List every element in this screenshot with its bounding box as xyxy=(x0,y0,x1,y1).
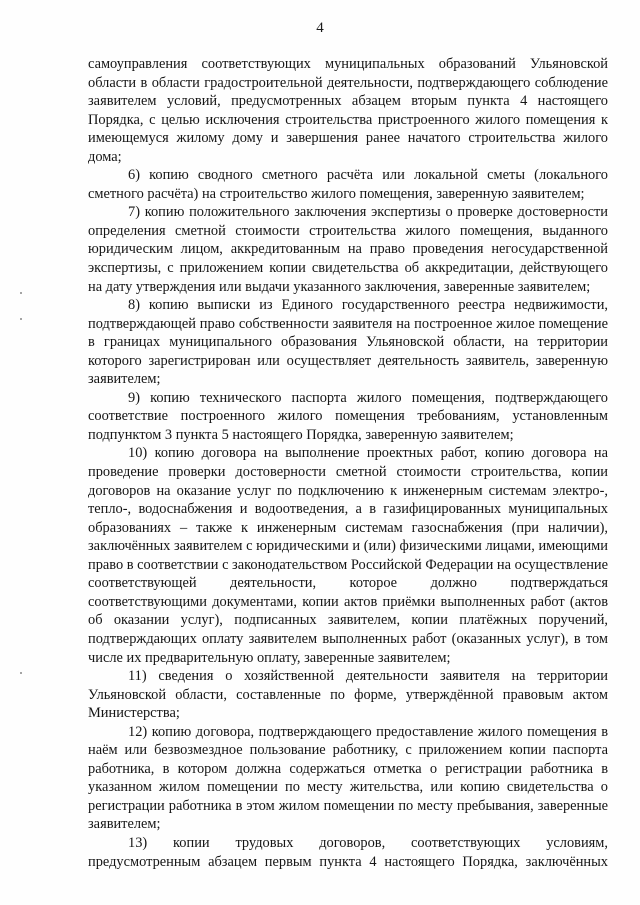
paragraph-item-7: 7) копию положительного заключения экспертизы о проверке достоверности определения сметной стоимости строительства жилого помещения, выданного юридическим лицом, аккредитованным на право проведения негосударственной экспертизы, с приложением копии свидетельства об аккредитации, действующего на дату утверждения или выдачи указанного заключения, заверенные заявителем; xyxy=(88,204,608,295)
paragraph-item-10: 10) копию договора на выполнение проектных работ, копию договора на проведение проверки достоверности сметной стоимости строительства, копии договоров на оказание услуг по подключению к инженерным системам электро-, тепло-, водоснабжения и водоотведения, а в газифицированных муниципальных образованиях – также к инженерным системам газоснабжения (при наличии), заключённых заявителем с юридическими и (или) физическими лицами, имеющими право в соответствии с законодательством Российской Федерации на осуществление соответствующей деятельности, которое должно подтверждаться соответствующими документами, копии актов приёмки выполненных работ (актов об оказании услуг), подписанных заявителем, копии платёжных поручений, подтверждающих оплату заявителем выполненных работ (оказанных услуг), в том числе их предварительную оплату, заверенные заявителем; xyxy=(88,445,609,666)
paragraph-item-11: 11) сведения о хозяйственной деятельности заявителя на территории Ульяновской области, составленные по форме, утверждённой правовым актом Министерства; xyxy=(88,668,608,722)
paragraph-item-9: 9) копию технического паспорта жилого помещения, подтверждающего соответствие построенного жилого помещения требованиям, установленным подпунктом 3 пункта 5 настоящего Порядка, заверенную заявителем; xyxy=(88,389,608,443)
paragraph-continuation: самоуправления соответствующих муниципальных образований Ульяновской области в области градостроительной деятельности, подтверждающего соблюдение заявителем условий, предусмотренных абзацем вторым пункта 4 настоящего Порядка, с целью исключения строительства пристроенного жилого помещения к имеющемуся жилому дому и завершения ранее начатого строительства жилого дома; xyxy=(88,56,608,165)
paragraph-item-12: 12) копию договора, подтверждающего предоставление жилого помещения в наём или безвозмездное пользование работнику, с приложением копии паспорта работника, в котором должна содержаться отметка о регистрации работника в указанном жилом помещении по месту жительства, или копию свидетельства о регистрации работника в этом жилом помещении по месту пребывания, заверенные заявителем; xyxy=(88,723,608,833)
document-body xyxy=(88,55,608,871)
paragraph-item-8: 8) копию выписки из Единого государственного реестра недвижимости, подтверждающей право собственности заявителя на построенное жилое помещение в границах муниципального образования Ульяновской области, на территории которого зарегистрирован или осуществляет деятельность заявитель, заверенную заявителем; xyxy=(88,297,608,388)
scan-mark xyxy=(20,318,22,320)
paragraph-item-6: 6) копию сводного сметного расчёта или локальной сметы (локального сметного расчёта) на строительство жилого помещения, заверенную заявителем; xyxy=(88,167,608,202)
scan-mark xyxy=(20,672,22,674)
paragraph-item-13: 13) копии трудовых договоров, соответствующих условиям, предусмотренным абзацем первым пункта 4 настоящего Порядка, заключённых xyxy=(88,834,608,870)
page-number: 4 xyxy=(316,20,324,36)
scan-mark xyxy=(20,292,22,294)
